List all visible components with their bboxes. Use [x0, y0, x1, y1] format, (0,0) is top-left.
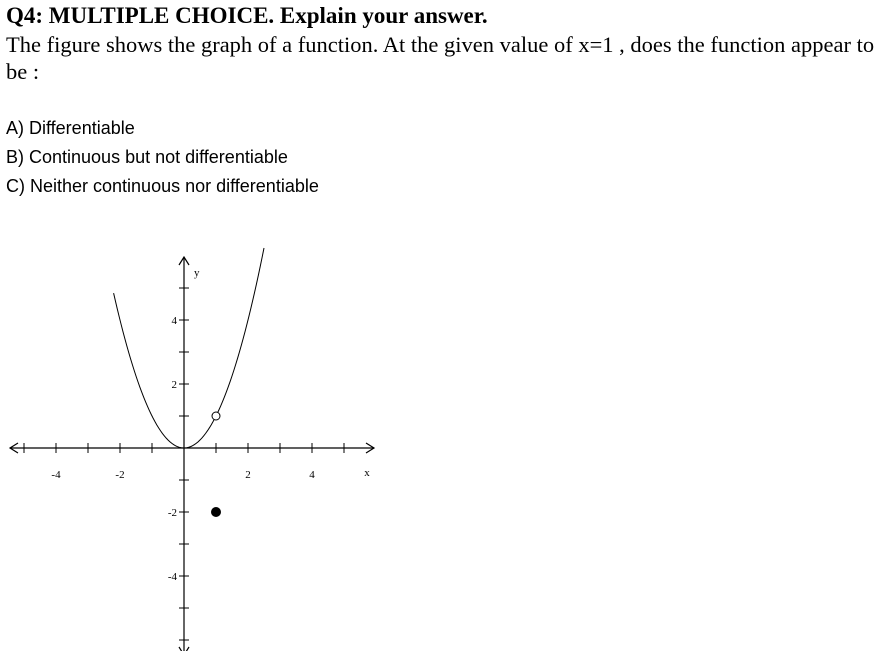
x-tick-label: -2	[115, 469, 125, 481]
x-tick-label: 2	[245, 469, 251, 481]
x-axis-label: x	[364, 467, 370, 479]
option-c: C) Neither continuous nor differentiable	[6, 176, 319, 196]
option-b: B) Continuous but not differentiable	[6, 147, 288, 167]
x-tick-label: -4	[51, 469, 61, 481]
function-graph	[0, 240, 400, 651]
y-tick-label: 2	[171, 379, 177, 391]
axes	[10, 257, 374, 651]
tick-labels	[51, 315, 315, 583]
answer-options	[6, 114, 319, 201]
x-tick-label: 4	[309, 469, 315, 481]
parabola-curve	[114, 248, 264, 448]
y-tick-label: -4	[167, 571, 177, 583]
y-tick-label: 4	[171, 315, 177, 327]
open-point	[212, 412, 220, 420]
y-axis-label: y	[194, 267, 200, 279]
question-text: The figure shows the graph of a function. At the given value of x=1 , does the function appear to be :	[6, 32, 875, 84]
question-heading: Q4: MULTIPLE CHOICE. Explain your answer.	[6, 3, 488, 28]
option-a: A) Differentiable	[6, 118, 135, 138]
y-tick-label: -2	[167, 507, 177, 519]
closed-point	[211, 507, 221, 517]
